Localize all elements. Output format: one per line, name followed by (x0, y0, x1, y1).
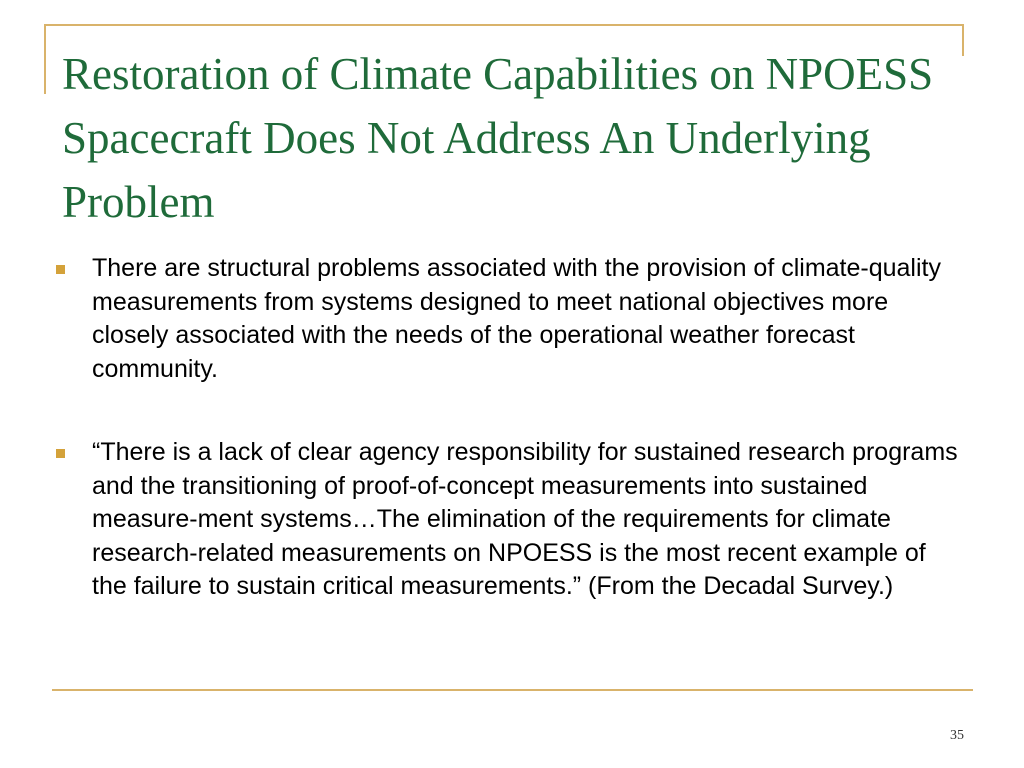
bullet-item (56, 436, 966, 604)
page-number: 35 (950, 728, 964, 743)
slide-title: Restoration of Climate Capabilities on NPOESS Spacecraft Does Not Address An Underlying Problem (62, 49, 934, 227)
square-bullet-icon (56, 265, 65, 274)
top-divider-line (44, 24, 964, 26)
bottom-divider-line (52, 689, 973, 691)
bullet-item (56, 252, 966, 386)
bullet-text: “There is a lack of clear agency responsibility for sustained research programs and the transitioning of proof-of-concept measurements into sustained measure-ment systems…The elimination of the requirements for climate research-related measurements on NPOESS is the most recent example of the failure to sustain critical measurements.” (From the Decadal Survey.) (92, 438, 958, 600)
square-bullet-icon (56, 449, 65, 458)
right-accent-line (962, 24, 964, 56)
left-accent-line (44, 24, 46, 94)
bullet-text: There are structural problems associated with the provision of climate-quality measurements from systems designed to meet national objectives more closely associated with the needs of the operational weather forecast community. (92, 254, 941, 383)
bullet-list (56, 252, 966, 604)
